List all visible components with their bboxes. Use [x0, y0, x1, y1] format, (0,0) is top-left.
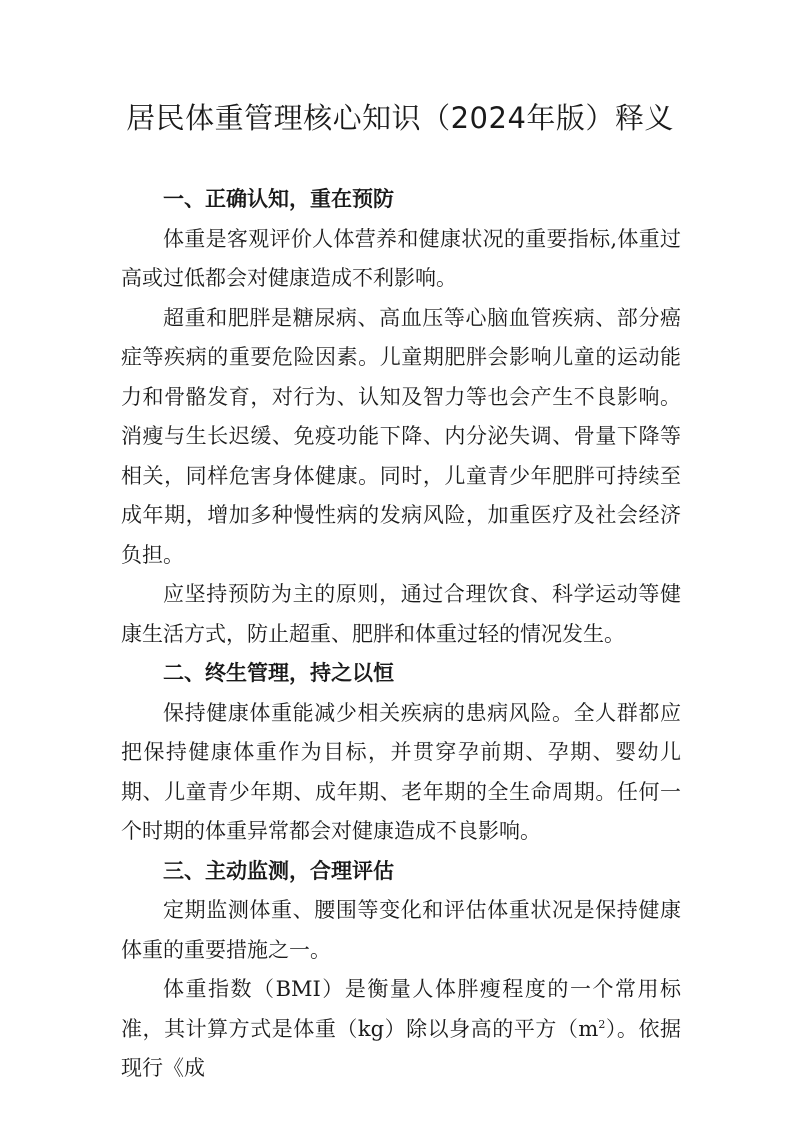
- squared-superscript: 2: [598, 1017, 606, 1031]
- section-heading-3: 三、主动监测，合理评估: [163, 858, 394, 883]
- section-3-paragraph-2: [121, 970, 681, 1089]
- section-heading-1: 一、正确认知，重在预防: [163, 187, 394, 211]
- section-heading-2: 二、终生管理，持之以恒: [163, 661, 394, 685]
- bmi-text-after: ）。依据现行《成: [121, 1016, 681, 1080]
- document-title: 居民体重管理核心知识（2024年版）释义: [126, 101, 674, 135]
- section-3-paragraph-1: 定期监测体重、腰围等变化和评估体重状况是保持健康体重的重要措施之一。: [121, 898, 681, 962]
- bmi-text-before: 体重指数（BMI）是衡量人体胖瘦程度的一个常用标准，其计算方式是体重（kg）除以身高的平方（m: [121, 977, 681, 1041]
- section-1-paragraph-3: 应坚持预防为主的原则，通过合理饮食、科学运动等健康生活方式，防止超重、肥胖和体重过轻的情况发生。: [121, 582, 681, 646]
- section-2-paragraph-1: 保持健康体重能减少相关疾病的患病风险。全人群都应把保持健康体重作为目标，并贯穿孕前期、孕期、婴幼儿期、儿童青少年期、成年期、老年期的全生命周期。任何一个时期的体重异常都会对健康造成不良影响。: [121, 700, 681, 843]
- section-1-paragraph-1: 体重是客观评价人体营养和健康状况的重要指标,体重过高或过低都会对健康造成不利影响。: [121, 226, 681, 290]
- section-1-paragraph-2: 超重和肥胖是糖尿病、高血压等心脑血管疾病、部分癌症等疾病的重要危险因素。儿童期肥胖会影响儿童的运动能力和骨骼发育，对行为、认知及智力等也会产生不良影响。消瘦与生长迟缓、免疫功能下降、内分泌失调、骨量下降等相关，同样危害身体健康。同时，儿童青少年肥胖可持续至成年期，增加多种慢性病的发病风险，加重医疗及社会经济负担。: [121, 305, 681, 567]
- document-body: [121, 180, 681, 1089]
